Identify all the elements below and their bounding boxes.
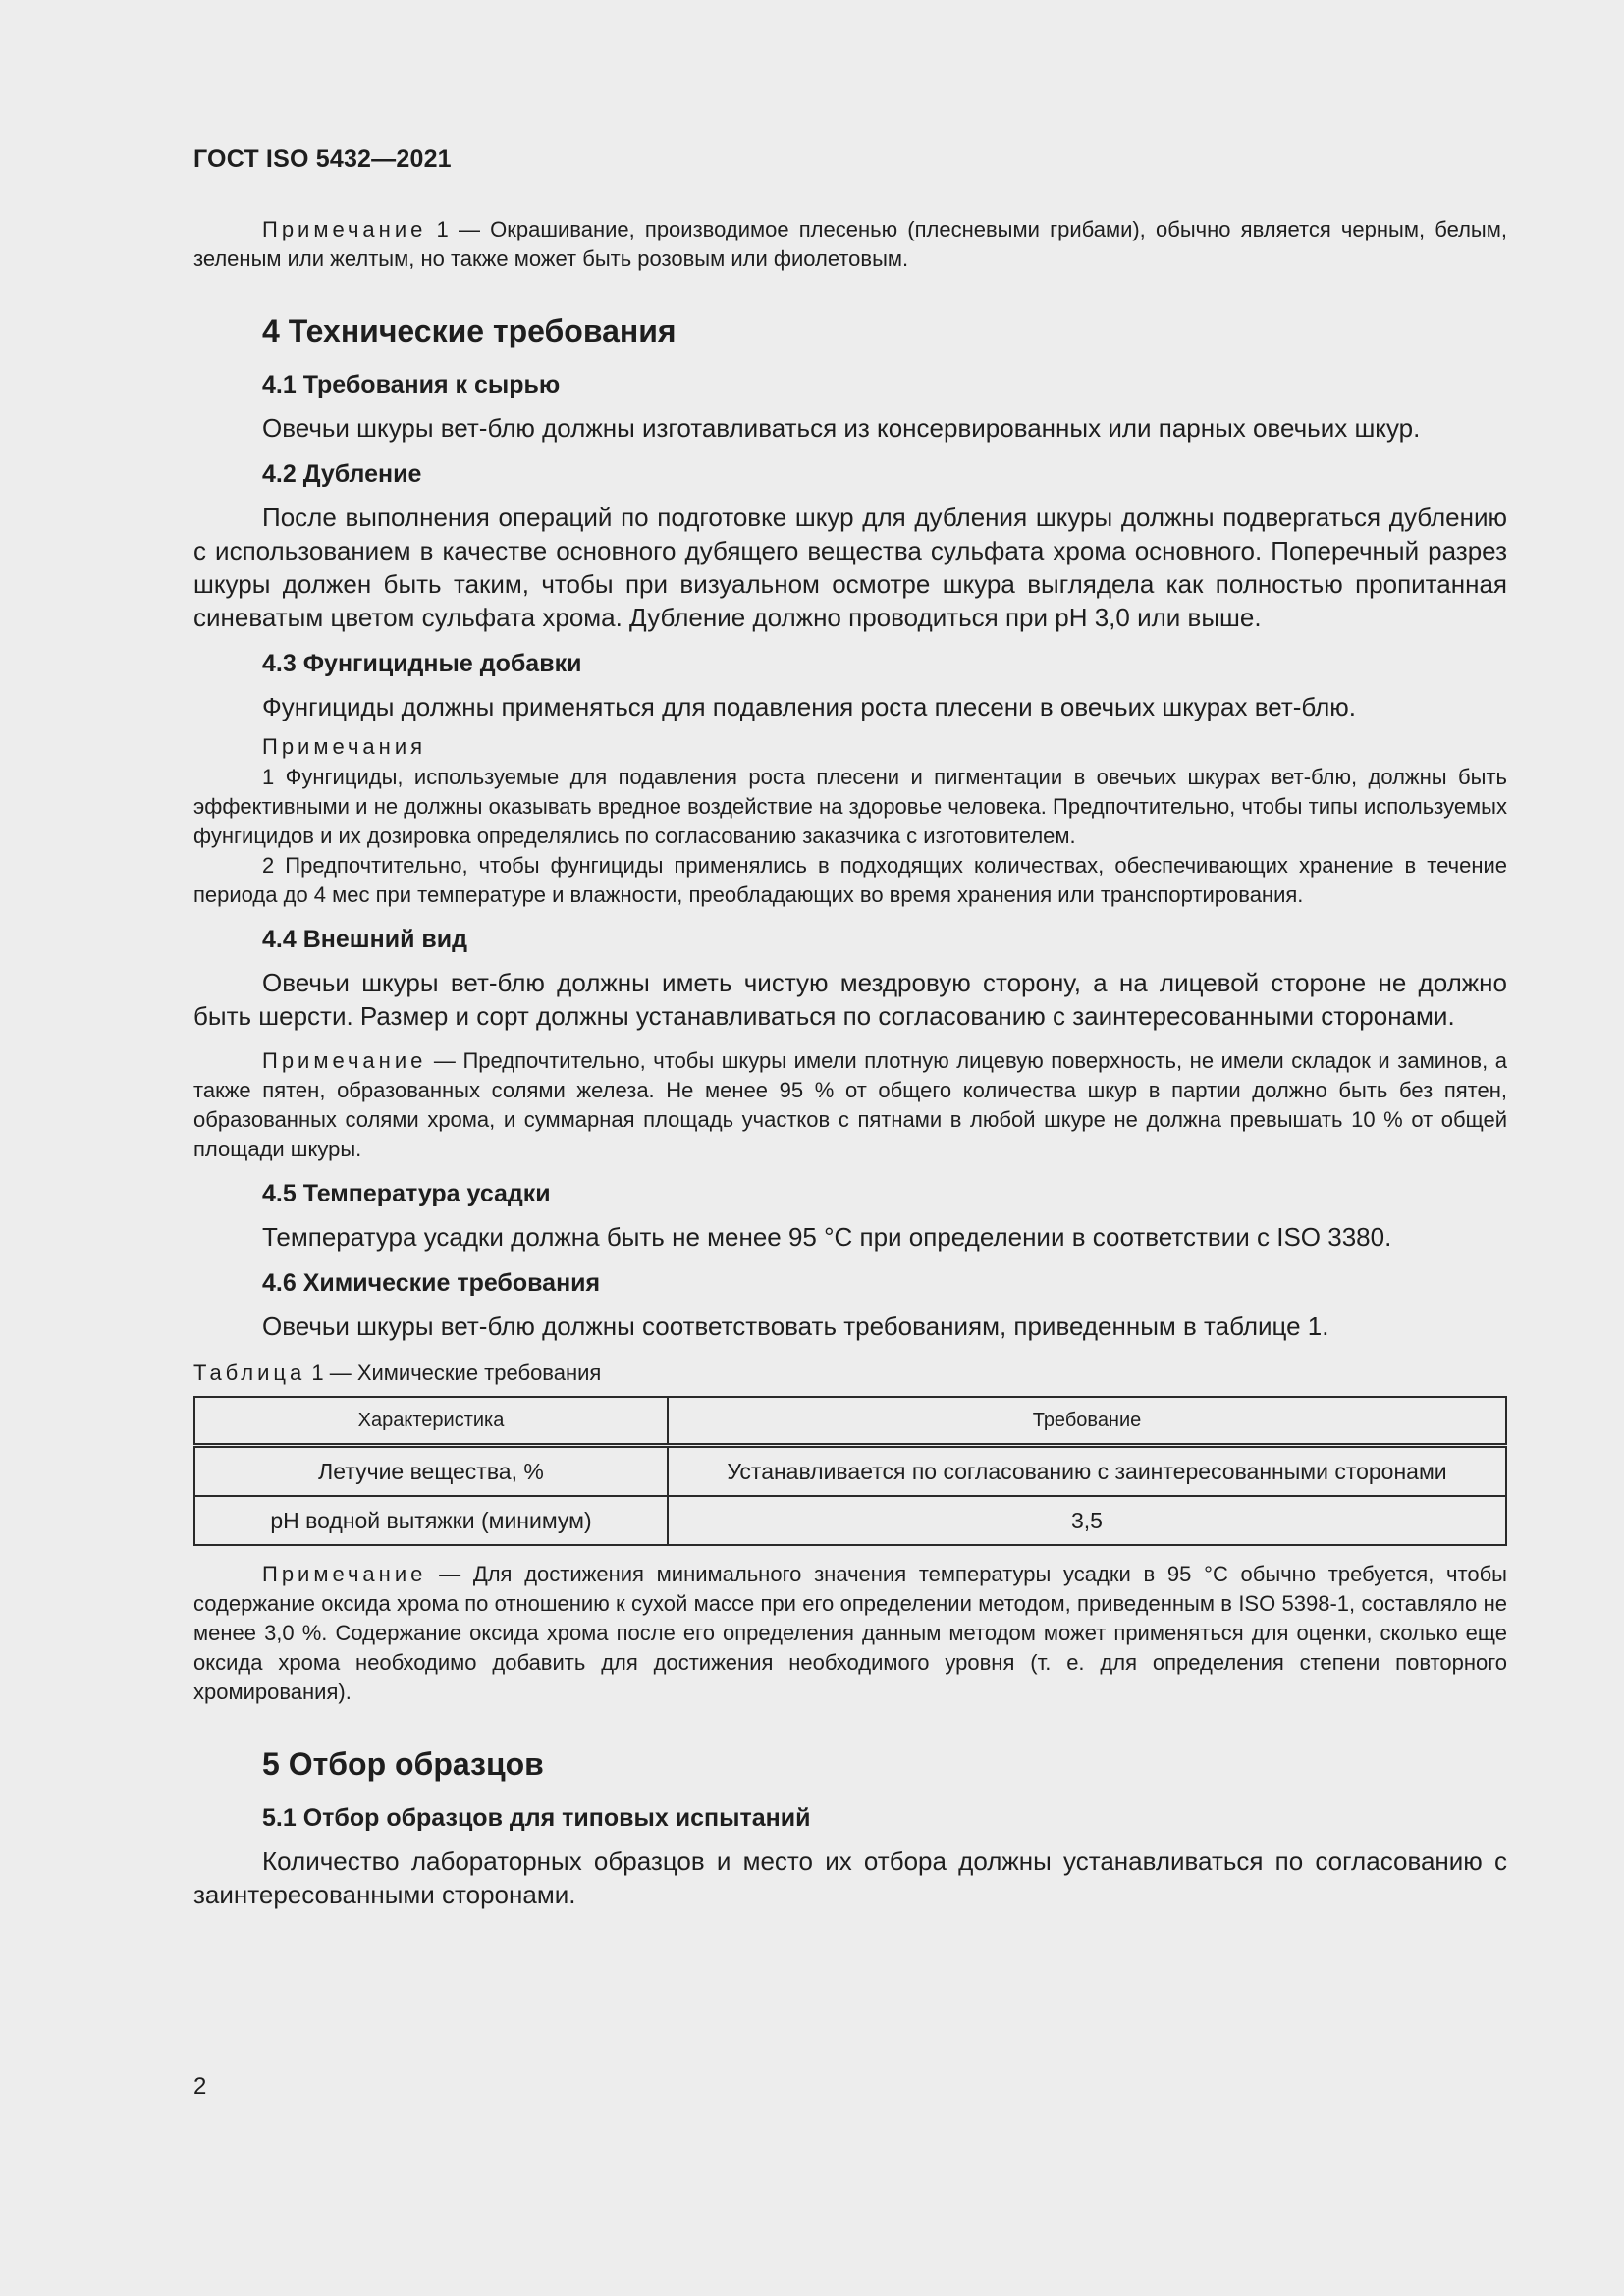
- note-label: Примечание: [262, 217, 427, 241]
- table-cell: Устанавливается по согласованию с заинтересованными сторонами: [668, 1446, 1506, 1497]
- note-mold-coloring: [193, 215, 1507, 274]
- section-4-6-title: 4.6 Химические требования: [262, 1269, 601, 1297]
- note-text: — Для достижения минимального значения температуры усадки в 95 °С обычно требуется, чтобы содержание оксида хрома по отношению к сухой массе при его определении методом, приведенным в ISO 5398-1, составляло не менее 3,0 %. Содержание оксида хрома после его определения данным методом может применяться для оценки, сколько еще оксида хрома необходимо добавить для достижения необходимого уровня (т. е. для определения степени повторного хромирования).: [193, 1562, 1507, 1704]
- table-header-row: [194, 1397, 1506, 1446]
- note-appearance: [193, 1046, 1507, 1164]
- table-caption-label: Таблица: [193, 1361, 306, 1385]
- section-4-5-title: 4.5 Температура усадки: [262, 1180, 551, 1207]
- note-table: [193, 1560, 1507, 1707]
- note-text: 1 — Окрашивание, производимое плесенью (плесневыми грибами), обычно является черным, белым, зеленым или желтым, но также может быть розовым или фиолетовым.: [193, 217, 1507, 271]
- notes-label: Примечания: [262, 734, 427, 759]
- table-row: [194, 1446, 1506, 1497]
- section-4-1-title: 4.1 Требования к сырью: [262, 371, 561, 399]
- note-text: — Предпочтительно, чтобы шкуры имели плотную лицевую поверхность, не имели складок и заминов, а также пятен, образованных солями железа. Не менее 95 % от общего количества шкур в партии должно быть без пятен, образованных солями хрома, и суммарная площадь участков с пятнами в любой шкуре не должна превышать 10 % от общей площади шкуры.: [193, 1048, 1507, 1161]
- section-4-2-text: После выполнения операций по подготовке шкур для дубления шкуры должны подвергаться дублению с использованием в качестве основного дубящего вещества сульфата хрома основного. Поперечный разрез шкуры должен быть таким, чтобы при визуальном осмотре шкура выглядела как полностью пропитанная синеватым цветом сульфата хрома. Дубление должно проводиться при pH 3,0 или выше.: [193, 503, 1507, 632]
- chemical-requirements-table: [193, 1396, 1507, 1546]
- table-cell: pH водной вытяжки (минимум): [194, 1496, 668, 1545]
- section-4-5-text: Температура усадки должна быть не менее 95 °С при определении в соответствии с ISO 3380.: [262, 1222, 1392, 1252]
- section-4-1-text: Овечьи шкуры вет-блю должны изготавливаться из консервированных или парных овечьих шкур.: [262, 413, 1421, 443]
- section-5-1-title: 5.1 Отбор образцов для типовых испытаний: [262, 1804, 811, 1832]
- section-4-3-text: Фунгициды должны применяться для подавления роста плесени в овечьих шкурах вет-блю.: [262, 692, 1357, 721]
- table-cell: 3,5: [668, 1496, 1506, 1545]
- note-fungicide-1: 1 Фунгициды, используемые для подавления роста плесени и пигментации в овечьих шкурах вет-блю, должны быть эффективными и не должны оказывать вредное воздействие на здоровье человека. Предпочтительно, чтобы типы используемых фунгицидов и их дозировка определялись по согласованию заказчика с изготовителем.: [193, 765, 1507, 848]
- note-fungicide-2: 2 Предпочтительно, чтобы фунгициды применялись в подходящих количествах, обеспечивающих хранение в течение периода до 4 мес при температуре и влажности, преобладающих во время хранения или транспортирования.: [193, 853, 1507, 907]
- document-page: [193, 145, 1507, 1921]
- section-4-3-title: 4.3 Фунгицидные добавки: [262, 650, 582, 677]
- section-4-4-text: Овечьи шкуры вет-блю должны иметь чистую мездровую сторону, а на лицевой стороне не должно быть шерсти. Размер и сорт должны устанавливаться по согласованию с заинтересованными сторонами.: [193, 968, 1507, 1031]
- section-4-title: 4 Технические требования: [262, 313, 677, 348]
- section-4-2-title: 4.2 Дубление: [262, 460, 422, 488]
- table-caption: [193, 1361, 1507, 1386]
- section-4-6-text: Овечьи шкуры вет-блю должны соответствовать требованиям, приведенным в таблице 1.: [262, 1311, 1329, 1341]
- page-number: 2: [193, 2073, 207, 2100]
- table-row: [194, 1496, 1506, 1545]
- section-5-1-text: Количество лабораторных образцов и место их отбора должны устанавливаться по согласованию с заинтересованными сторонами.: [193, 1846, 1507, 1909]
- section-5-title: 5 Отбор образцов: [262, 1746, 544, 1782]
- note-label: Примечание: [262, 1048, 427, 1073]
- standard-header: ГОСТ ISO 5432—2021: [193, 145, 452, 173]
- table-caption-text: 1 — Химические требования: [305, 1361, 602, 1385]
- note-label: Примечание: [262, 1562, 427, 1586]
- table-header-cell: Требование: [668, 1397, 1506, 1446]
- table-cell: Летучие вещества, %: [194, 1446, 668, 1497]
- table-header-cell: Характеристика: [194, 1397, 668, 1446]
- section-4-4-title: 4.4 Внешний вид: [262, 926, 467, 953]
- section-4-3-notes: [193, 733, 1507, 910]
